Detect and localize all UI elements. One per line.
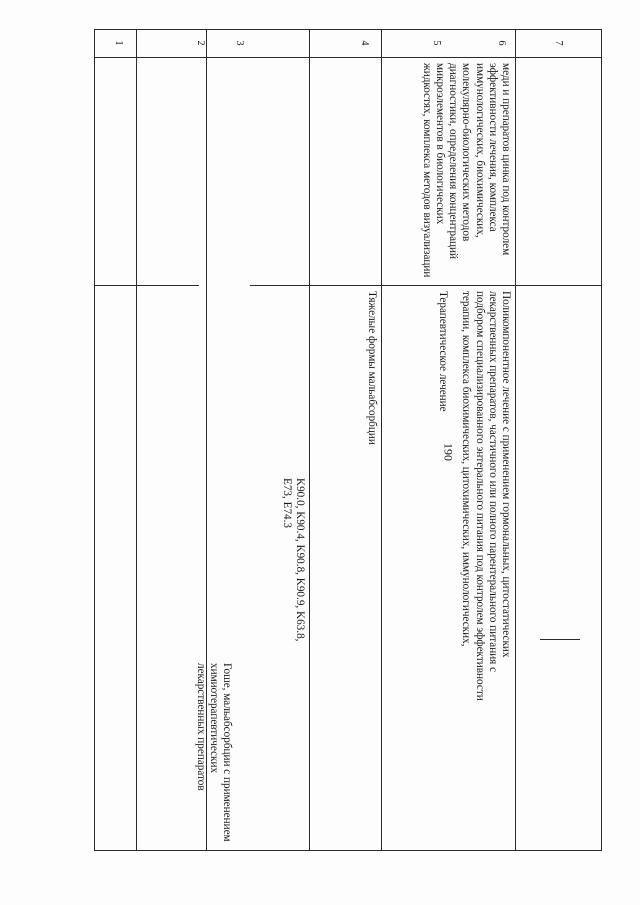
table-border-left [94,29,602,30]
row-sep-part1 [250,285,602,286]
row-sep-part2 [94,285,199,286]
header-col-2: 2 [195,40,206,46]
row1-col6-text: меди и препаратов цинка под контролем эффективности лечения, комплекса иммунологических, биохимических, молекулярно-биологических методов диагностики, определения концентраций микроэлементов в биологических жидкостях, комплекса методов визуализации [420,63,512,278]
row2-col6-text: Поликомпонентное лечение с применением гормональных, цитостатических лекарственных препаратов, частичного или полного парентерального питания с подбором специализированного энтерального питания под контролем эффективности терапии, комплекса биохимических, цитохимических, иммунологических, [460,291,512,701]
header-col-3: 3 [234,40,245,46]
row2-col4-text: Тяжелые формы мальабсорбции [366,291,378,445]
page-number: 190 [441,443,456,461]
header-col-7: 7 [553,40,564,46]
row2-col3-text: K90.0, K90.4, K90.8, K90.9, K63.8, E73, E74.3 [280,478,306,642]
col-sep-4-5 [309,29,310,851]
header-col-6: 6 [496,40,507,46]
row1-col2-text: Гоше, мальабсорбции с применением химиотерапевтических лекарственных препаратов [194,663,233,842]
table-border-top [601,29,602,851]
col-sep-6-7 [515,29,516,851]
table-border-right [94,850,602,851]
header-col-1: 1 [113,40,124,46]
rotated-table [94,29,602,851]
header-col-4: 4 [359,40,370,46]
row2-col5-text: Терапевтическое лечение [437,291,449,412]
header-col-5: 5 [431,40,442,46]
table-border-bottom [94,29,95,851]
header-row-sep [94,57,602,58]
col7-inner-mark [540,639,580,640]
